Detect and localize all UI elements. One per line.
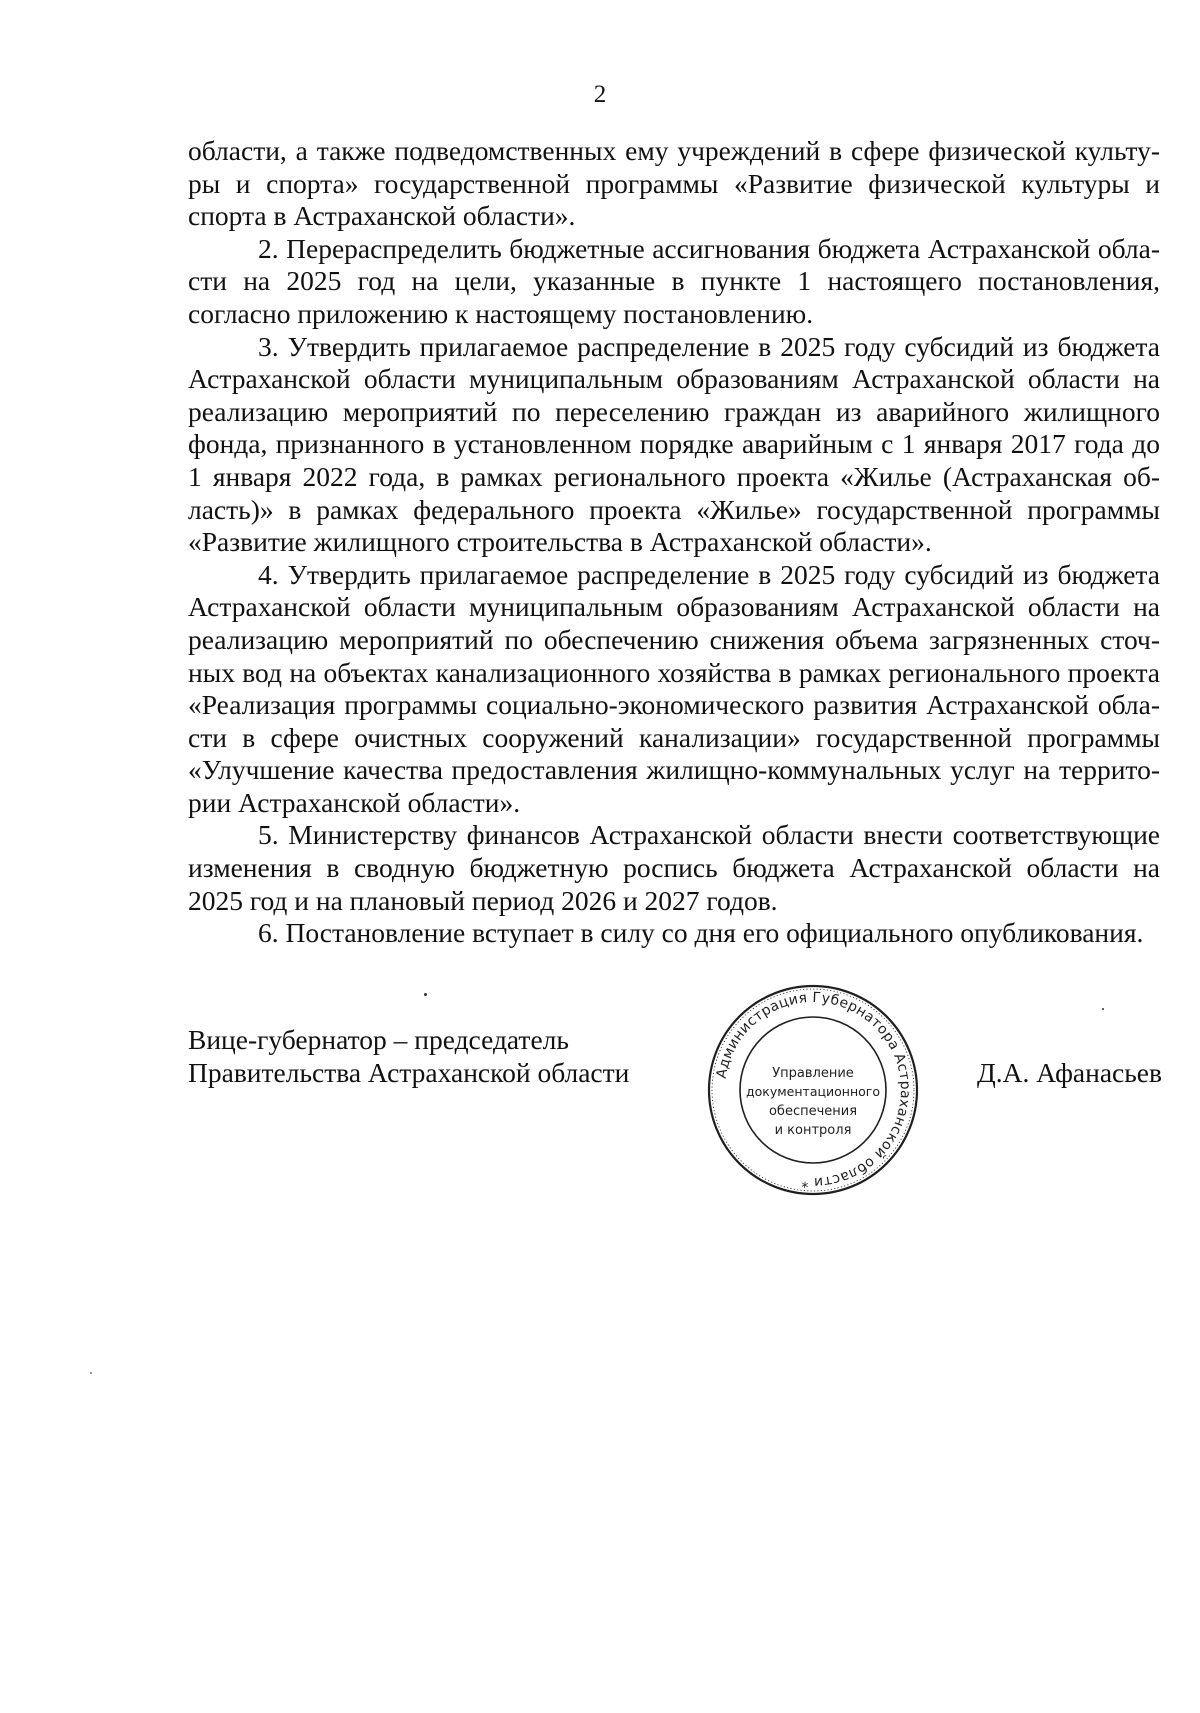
- paragraph-6-effective-date: 6. Постановление вступает в силу со дня его официального опубликования.: [258, 917, 1144, 949]
- scan-speck: [1102, 1008, 1104, 1010]
- signatory-position: [188, 1023, 629, 1089]
- seal-inner-line-2: документационного: [746, 1084, 880, 1099]
- signatory-position-line-2: Правительства Астраханской области: [188, 1057, 630, 1088]
- paragraph-5-finance-ministry: 5. Министерству финансов Астраханской области внести соответствующие изменения в сводную бюджетную роспись бюджета Астраханской области на 2025 год и на плановый период 2026 и 2027 годов.: [188, 819, 1160, 916]
- official-seal: [703, 980, 923, 1200]
- page-number: 2: [593, 81, 607, 108]
- seal-stamp-graphic: [703, 980, 923, 1200]
- document-body: [188, 135, 1160, 950]
- seal-inner-line-3: обеспечения: [768, 1104, 858, 1119]
- signatory-name: Д.А. Афанасьев: [977, 1057, 1162, 1088]
- scan-speck: [424, 993, 427, 996]
- paragraph-3-housing-subsidies: 3. Утвердить прилагаемое распределение в 2025 году субсидий из бюджета Астраханской области муниципальным образованиям Астраханской области на реализацию мероприятий по переселению граждан из аварийного жилищного фонда, признанного в установленном порядке аварийным с 1 января 2017 года до 1 января 2022 года, в рамках регионального проекта «Жилье (Астраханская об-ласть)» в рамках федерального проекта «Жилье» государственной программы «Развитие жилищного строительства в Астраханской области».: [188, 330, 1160, 558]
- seal-inner-line-1: Управление: [772, 1066, 854, 1081]
- seal-outer-text: Администрация Губернатора Астраханской области *: [713, 989, 914, 1191]
- seal-inner-line-4: и контроля: [774, 1123, 852, 1138]
- paragraph-continuation: области, а также подведомственных ему учреждений в сфере физической культу-ры и спорта» государственной программы «Развитие физической культуры и спорта в Астраханской области».: [188, 135, 1160, 232]
- paragraph-2-reallocate-budget: 2. Перераспределить бюджетные ассигнования бюджета Астраханской обла-сти на 2025 год на цели, указанные в пункте 1 настоящего постановления, согласно приложению к настоящему постановлению.: [188, 232, 1160, 329]
- paragraph-4-wastewater-subsidies: 4. Утвердить прилагаемое распределение в 2025 году субсидий из бюджета Астраханской области муниципальным образованиям Астраханской области на реализацию мероприятий по обеспечению снижения объема загрязненных сточ-ных вод на объектах канализационного хозяйства в рамках регионального проекта «Реализация программы социально-экономического развития Астраханской обла-сти в сфере очистных сооружений канализации» государственной программы «Улучшение качества предоставления жилищно-коммунальных услуг на террито-рии Астраханской области».: [188, 558, 1160, 818]
- scan-speck: [90, 1372, 92, 1374]
- signatory-position-line-1: Вице-губернатор – председатель: [188, 1024, 569, 1055]
